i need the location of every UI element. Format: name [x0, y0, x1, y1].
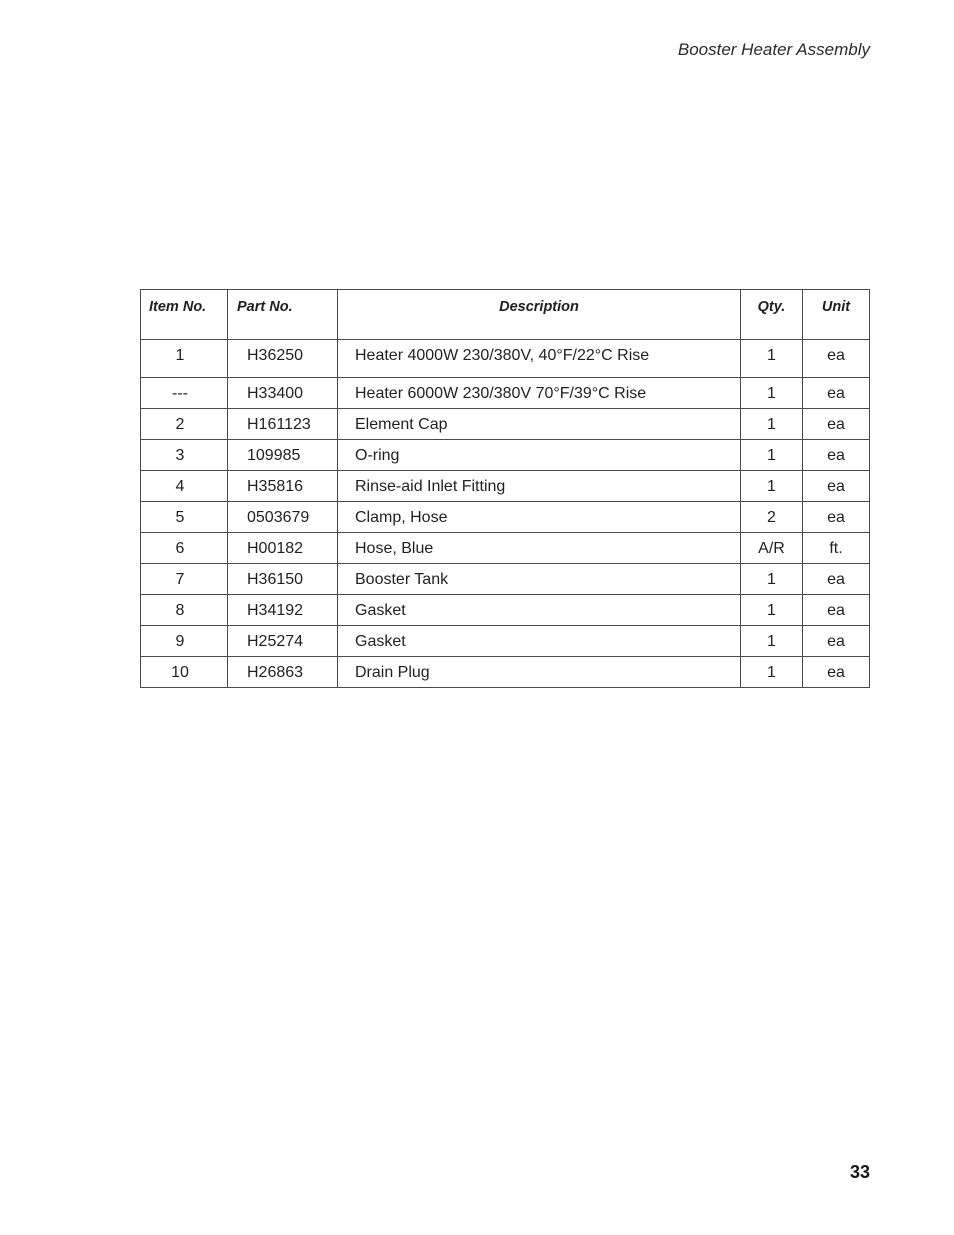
cell-qty: 1 — [741, 340, 803, 378]
cell-unit: ea — [803, 340, 870, 378]
table-row — [141, 657, 870, 688]
cell-unit: ea — [803, 502, 870, 533]
cell-description: Heater 6000W 230/380V 70°F/39°C Rise — [338, 378, 741, 409]
cell-part-no: H35816 — [228, 471, 338, 502]
cell-qty: 1 — [741, 378, 803, 409]
cell-part-no: H34192 — [228, 595, 338, 626]
cell-unit: ea — [803, 626, 870, 657]
table-body — [141, 340, 870, 688]
parts-table — [140, 289, 870, 688]
column-header-qty: Qty. — [741, 290, 803, 340]
cell-item-no: 10 — [141, 657, 228, 688]
cell-description: Drain Plug — [338, 657, 741, 688]
cell-item-no: 8 — [141, 595, 228, 626]
cell-item-no: 3 — [141, 440, 228, 471]
cell-item-no: 5 — [141, 502, 228, 533]
cell-qty: A/R — [741, 533, 803, 564]
cell-part-no: H33400 — [228, 378, 338, 409]
table-row — [141, 626, 870, 657]
cell-description: Gasket — [338, 595, 741, 626]
table-row — [141, 471, 870, 502]
cell-description: Heater 4000W 230/380V, 40°F/22°C Rise — [338, 340, 741, 378]
cell-unit: ea — [803, 409, 870, 440]
cell-part-no: H36150 — [228, 564, 338, 595]
cell-description: Gasket — [338, 626, 741, 657]
cell-item-no: 6 — [141, 533, 228, 564]
cell-item-no: 4 — [141, 471, 228, 502]
cell-description: Hose, Blue — [338, 533, 741, 564]
cell-part-no: 0503679 — [228, 502, 338, 533]
table-row — [141, 340, 870, 378]
column-header-item-no: Item No. — [141, 290, 228, 340]
column-header-part-no: Part No. — [228, 290, 338, 340]
cell-unit: ea — [803, 440, 870, 471]
cell-description: O-ring — [338, 440, 741, 471]
cell-description: Clamp, Hose — [338, 502, 741, 533]
table-header-row — [141, 290, 870, 340]
cell-qty: 1 — [741, 440, 803, 471]
table-row — [141, 502, 870, 533]
table-row — [141, 409, 870, 440]
cell-description: Element Cap — [338, 409, 741, 440]
cell-qty: 1 — [741, 471, 803, 502]
cell-qty: 1 — [741, 595, 803, 626]
column-header-unit: Unit — [803, 290, 870, 340]
cell-part-no: H161123 — [228, 409, 338, 440]
cell-unit: ea — [803, 595, 870, 626]
cell-item-no: 7 — [141, 564, 228, 595]
cell-item-no: 1 — [141, 340, 228, 378]
cell-part-no: H26863 — [228, 657, 338, 688]
cell-qty: 1 — [741, 657, 803, 688]
cell-qty: 2 — [741, 502, 803, 533]
cell-unit: ea — [803, 471, 870, 502]
cell-description: Rinse-aid Inlet Fitting — [338, 471, 741, 502]
table-row — [141, 533, 870, 564]
cell-unit: ea — [803, 657, 870, 688]
cell-qty: 1 — [741, 564, 803, 595]
table-row — [141, 440, 870, 471]
cell-part-no: H00182 — [228, 533, 338, 564]
running-header-title: Booster Heater Assembly — [677, 40, 870, 59]
cell-unit: ea — [803, 378, 870, 409]
cell-item-no: 2 — [141, 409, 228, 440]
cell-unit: ft. — [803, 533, 870, 564]
cell-qty: 1 — [741, 626, 803, 657]
table-row — [141, 595, 870, 626]
cell-qty: 1 — [741, 409, 803, 440]
cell-part-no: H36250 — [228, 340, 338, 378]
table-row — [141, 378, 870, 409]
cell-part-no: 109985 — [228, 440, 338, 471]
cell-item-no: 9 — [141, 626, 228, 657]
cell-part-no: H25274 — [228, 626, 338, 657]
page-number: 33 — [849, 1162, 870, 1182]
cell-unit: ea — [803, 564, 870, 595]
table-row — [141, 564, 870, 595]
cell-item-no: --- — [141, 378, 228, 409]
cell-description: Booster Tank — [338, 564, 741, 595]
column-header-description: Description — [338, 290, 741, 340]
